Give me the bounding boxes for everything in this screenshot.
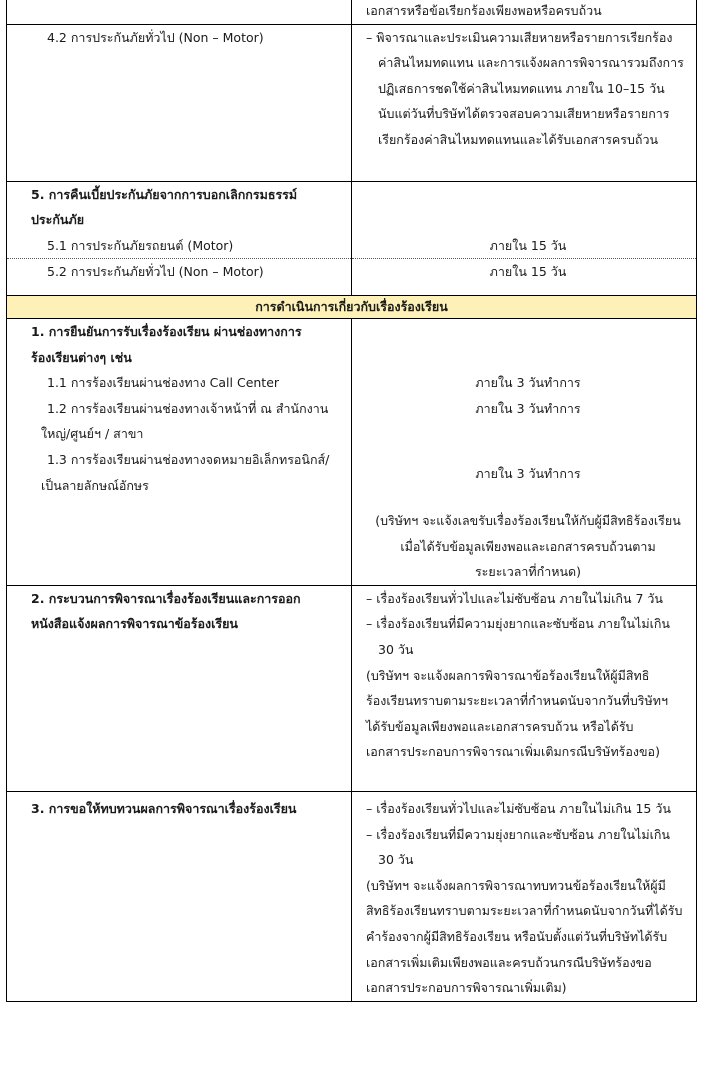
table-row — [7, 498, 697, 585]
item-5-2-label: 5.2 การประกันภัยทั่วไป (Non – Motor) — [7, 259, 352, 296]
complaint-1-2-value: ภายใน 3 วันทำการ — [352, 396, 697, 447]
section-header: การดำเนินการเกี่ยวกับเรื่องร้องเรียน — [7, 295, 697, 318]
complaint-2-heading: 2. กระบวนการพิจารณาเรื่องร้องเรียนและการออก หนังสือแจ้งผลการพิจารณาข้อร้องเรียน — [7, 585, 352, 791]
complaint-1-3-value: ภายใน 3 วันทำการ — [352, 447, 697, 498]
item-5-1-value: ภายใน 15 วัน — [352, 233, 697, 259]
table-row — [7, 259, 697, 296]
item-5-1-label: 5.1 การประกันภัยรถยนต์ (Motor) — [7, 233, 352, 259]
item-5-heading: 5. การคืนเบี้ยประกันภัยจากการบอกเลิกกรมธรรม์ ประกันภัย — [7, 181, 352, 233]
table-row — [7, 447, 697, 498]
service-standards-table — [6, 0, 697, 1002]
item-4-2-label: 4.2 การประกันภัยทั่วไป (Non – Motor) — [7, 24, 352, 181]
table-row — [7, 585, 697, 791]
item-4-2-detail: – พิจารณาและประเมินความเสียหายหรือรายการเรียกร้อง ค่าสินไหมทดแทน และการแจ้งผลการพิจารณารวมถึงการ ปฏิเสธการชดใช้ค่าสินไหมทดแทน ภายใน 10–15 วัน นับแต่วันที่บริษัทได้ตรวจสอบความเสียหายหรือรายการ เรียกร้องค่าสินไหมทดแทนและได้รับเอกสารครบถ้วน — [352, 24, 697, 181]
table-row — [7, 370, 697, 396]
section-header-row — [7, 295, 697, 318]
table-row — [7, 396, 697, 447]
table-row — [7, 181, 697, 233]
complaint-1-2-label: 1.2 การร้องเรียนผ่านช่องทางเจ้าหน้าที่ ณ สำนักงาน ใหญ่/ศูนย์ฯ / สาขา — [7, 396, 352, 447]
complaint-1-heading: 1. การยืนยันการรับเรื่องร้องเรียน ผ่านช่องทางการ ร้องเรียนต่างๆ เช่น — [7, 318, 352, 370]
complaint-1-note: (บริษัทฯ จะแจ้งเลขรับเรื่องร้องเรียนให้กับผู้มีสิทธิร้องเรียน เมื่อได้รับข้อมูลเพียงพอและเอกสารครบถ้วนตาม ระยะเวลาที่กำหนด) — [352, 498, 697, 585]
complaint-1-1-label: 1.1 การร้องเรียนผ่านช่องทาง Call Center — [7, 370, 352, 396]
table-row — [7, 233, 697, 259]
complaint-3-heading: 3. การขอให้ทบทวนผลการพิจารณาเรื่องร้องเรียน — [7, 792, 352, 1002]
table-row — [7, 792, 697, 1002]
complaint-1-1-value: ภายใน 3 วันทำการ — [352, 370, 697, 396]
table-row — [7, 24, 697, 181]
item-5-2-value: ภายใน 15 วัน — [352, 259, 697, 296]
doc-sufficiency-text: เอกสารหรือข้อเรียกร้องเพียงพอหรือครบถ้วน — [352, 0, 697, 24]
complaint-2-detail: – เรื่องร้องเรียนทั่วไปและไม่ซับซ้อน ภายในไม่เกิน 7 วัน – เรื่องร้องเรียนที่มีความยุ่งยากและซับซ้อน ภายในไม่เกิน 30 วัน (บริษัทฯ จะแจ้งผลการพิจารณาข้อร้องเรียนให้ผู้มีสิทธิ ร้องเรียนทราบตามระยะเวลาที่กำหนดนับจากวันที่บริษัทฯ ได้รับข้อมูลเพียงพอและเอกสารครบถ้วน หรือได้รับ เอกสารประกอบการพิจารณาเพิ่มเติมกรณีบริษัทร้องขอ) — [352, 585, 697, 791]
complaint-3-detail: – เรื่องร้องเรียนทั่วไปและไม่ซับซ้อน ภายในไม่เกิน 15 วัน – เรื่องร้องเรียนที่มีความยุ่งยากและซับซ้อน ภายในไม่เกิน 30 วัน (บริษัทฯ จะแจ้งผลการพิจารณาทบทวนข้อร้องเรียนให้ผู้มี สิทธิร้องเรียนทราบตามระยะเวลาที่กำหนดนับจากวันที่ได้รับ คำร้องจากผู้มีสิทธิร้องเรียน หรือนับตั้งแต่วันที่บริษัทได้รับ เอกสารเพิ่มเติมเพียงพอและครบถ้วนกรณีบริษัทร้องขอ เอกสารประกอบการพิจารณาเพิ่มเติม) — [352, 792, 697, 1002]
complaint-1-3-label: 1.3 การร้องเรียนผ่านช่องทางจดหมายอิเล็กทรอนิกส์/ เป็นลายลักษณ์อักษร — [7, 447, 352, 498]
table-row — [7, 0, 697, 24]
table-row — [7, 318, 697, 370]
